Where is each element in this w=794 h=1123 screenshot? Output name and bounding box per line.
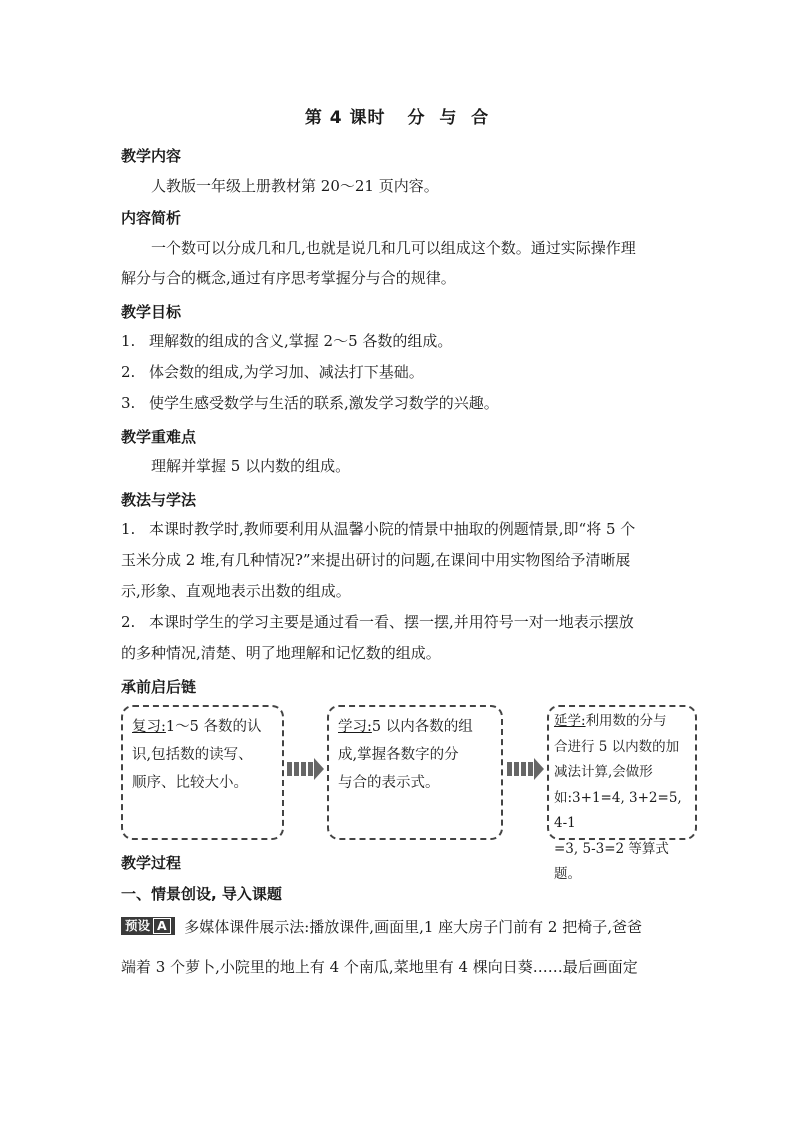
study-label: 学习: bbox=[338, 719, 372, 735]
method-1-line-3: 示,形象、直观地表示出数的组成。 bbox=[121, 582, 351, 600]
process-line-1: 预设 A 多媒体课件展示法:播放课件,画面里,1 座大房子门前有 2 把椅子,爸爸 bbox=[121, 911, 642, 943]
review-label: 复习: bbox=[132, 719, 166, 735]
page-title bbox=[0, 103, 794, 128]
heading-content: 教学内容 bbox=[121, 147, 182, 165]
lesson-number: 第 4 课时 bbox=[304, 108, 386, 128]
goal-item-3: 3. 使学生感受数学与生活的联系,激发学习数学的兴趣。 bbox=[121, 394, 499, 412]
difficulty-text: 理解并掌握 5 以内数的组成。 bbox=[151, 457, 351, 475]
arrow-right-icon bbox=[285, 757, 325, 781]
review-box: 复习:1～5 各数的认 识,包括数的读写、 顺序、比较大小。 bbox=[121, 705, 284, 840]
heading-difficulty: 教学重难点 bbox=[121, 428, 197, 446]
study-box: 学习:5 以内各数的组 成,掌握各数字的分 与合的表示式。 bbox=[327, 705, 503, 840]
process-line-2: 端着 3 个萝卜,小院里的地上有 4 个南瓜,菜地里有 4 棵向日葵……最后画面定 bbox=[121, 958, 638, 976]
method-2-line-2: 的多种情况,清楚、明了地理解和记忆数的组成。 bbox=[121, 644, 441, 662]
method-2-line-1: 2. 本课时学生的学习主要是通过看一看、摆一摆,并用符号一对一地表示摆放 bbox=[121, 613, 634, 631]
lesson-topic: 分 与 合 bbox=[407, 108, 490, 128]
heading-chain: 承前启后链 bbox=[121, 678, 197, 696]
extend-box: 延学:利用数的分与 合进行 5 以内数的加 减法计算,会做形 如:3+1=4, 3+2=5, 4-1 =3, 5-3=2 等算式题。 bbox=[547, 705, 697, 840]
preset-tag: 预设 A bbox=[121, 917, 175, 935]
heading-goals: 教学目标 bbox=[121, 303, 182, 321]
heading-methods: 教法与学法 bbox=[121, 491, 197, 509]
method-1-line-2: 玉米分成 2 堆,有几种情况?”来提出研讨的问题,在课间中用实物图给予清晰展 bbox=[121, 551, 631, 569]
heading-analysis: 内容简析 bbox=[121, 209, 182, 227]
goal-item-1: 1. 理解数的组成的含义,掌握 2～5 各数的组成。 bbox=[121, 332, 453, 350]
arrow-right-icon bbox=[505, 757, 545, 781]
goal-item-2: 2. 体会数的组成,为学习加、减法打下基础。 bbox=[121, 363, 424, 381]
method-1-line-1: 1. 本课时教学时,教师要利用从温馨小院的情景中抽取的例题情景,即“将 5 个 bbox=[121, 520, 636, 538]
subheading-intro: 一、情景创设, 导入课题 bbox=[121, 885, 282, 903]
content-text: 人教版一年级上册教材第 20～21 页内容。 bbox=[151, 177, 439, 195]
extend-label: 延学: bbox=[554, 713, 586, 729]
analysis-line-1: 一个数可以分成几和几,也就是说几和几可以组成这个数。通过实际操作理 bbox=[151, 239, 636, 257]
heading-process: 教学过程 bbox=[121, 854, 182, 872]
analysis-line-2: 解分与合的概念,通过有序思考掌握分与合的规律。 bbox=[121, 269, 456, 287]
